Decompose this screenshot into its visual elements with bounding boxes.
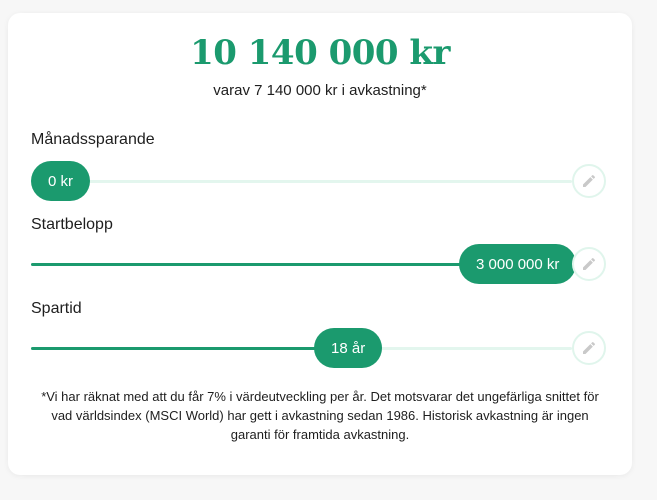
pencil-icon [581, 173, 597, 189]
saving-period-edit-button[interactable] [572, 331, 606, 365]
monthly-saving-edit-button[interactable] [572, 164, 606, 198]
slider-fill [31, 263, 471, 266]
total-amount: 10 140 000 kr [190, 33, 450, 73]
start-amount-thumb[interactable]: 3 000 000 kr [459, 244, 576, 284]
start-amount-label: Startbelopp [31, 216, 113, 233]
start-amount-slider[interactable] [31, 244, 606, 284]
pencil-icon [581, 340, 597, 356]
savings-calculator-card [8, 13, 632, 475]
saving-period-slider[interactable] [31, 328, 606, 368]
start-amount-edit-button[interactable] [572, 247, 606, 281]
monthly-saving-slider[interactable] [31, 161, 606, 201]
saving-period-thumb[interactable]: 18 år [314, 328, 382, 368]
return-amount-subtitle: varav 7 140 000 kr i avkastning* [213, 82, 427, 99]
monthly-saving-thumb[interactable]: 0 kr [31, 161, 90, 201]
slider-fill [31, 347, 331, 350]
return-disclaimer: *Vi har räknat med att du får 7% i värdeutveckling per år. Det motsvarar det ungefärliga snittet för vad världsindex (MSCI World) har gett i avkastning sedan 1986. Historisk avkastning är ingen garanti för framtida avkastning. [41, 389, 599, 442]
monthly-saving-label: Månadssparande [31, 131, 155, 148]
slider-track[interactable] [31, 180, 572, 183]
saving-period-label: Spartid [31, 300, 82, 317]
pencil-icon [581, 256, 597, 272]
